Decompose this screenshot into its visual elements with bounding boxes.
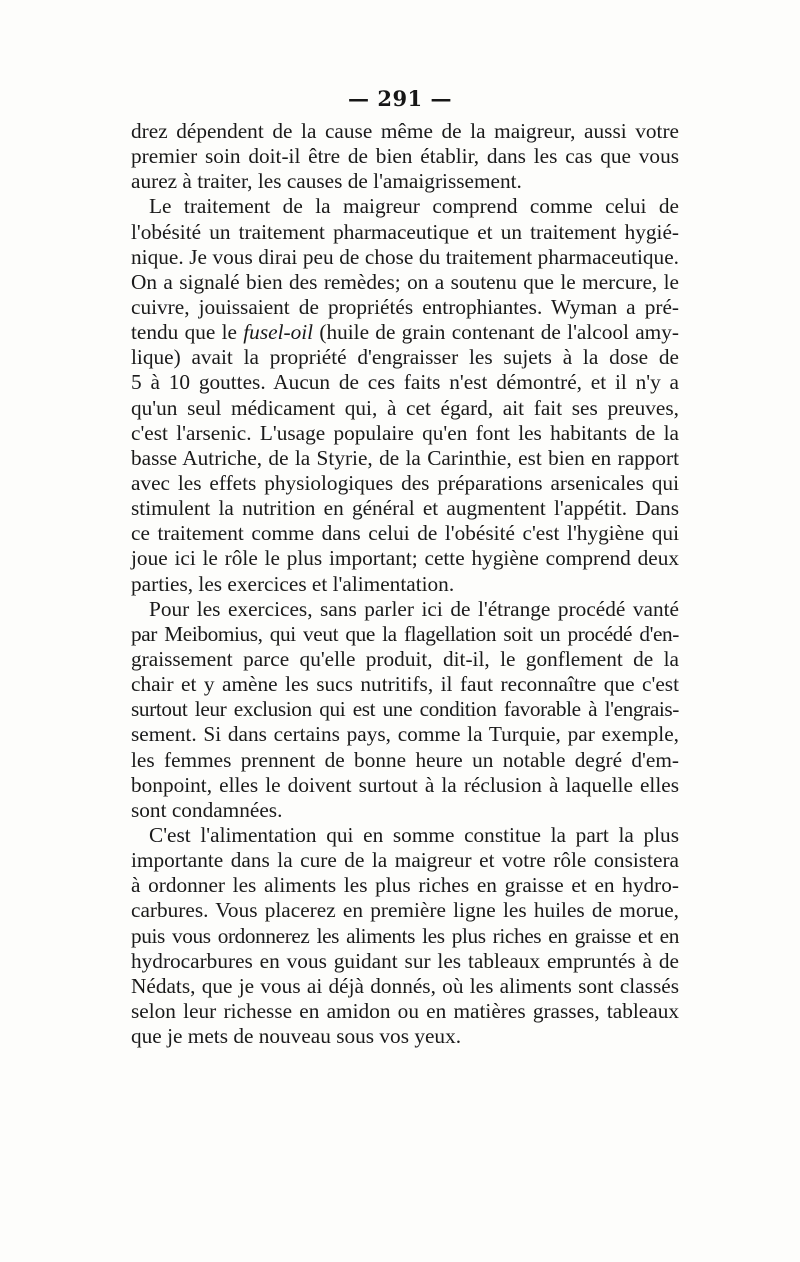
text-line: drez dépendent de la cause même de la maigreur, aussi votre <box>131 119 679 143</box>
text-line: par Meibomius, qui veut que la flagellation soit un procédé d'en- <box>131 621 679 646</box>
text-line: ce traitement comme dans celui de l'obésité c'est l'hygiène qui <box>131 521 679 546</box>
text-line: sont condamnées. <box>131 797 283 822</box>
text-line: On a signalé bien des remèdes; on a soutenu que le mercure, le <box>131 269 679 294</box>
text-line: graissement parce qu'elle produit, dit-il, le gonflement de la <box>131 646 679 671</box>
text-line: carbures. Vous placerez en première ligne les huiles de morue, <box>131 898 679 923</box>
text-line: stimulent la nutrition en général et augmentent l'appétit. Dans <box>131 496 679 521</box>
text-line: importante dans la cure de la maigreur et votre rôle consistera <box>131 848 679 873</box>
text-line: joue ici le rôle le plus important; cette hygiène comprend deux <box>131 546 679 571</box>
body-text <box>131 119 679 1049</box>
text-line: puis vous ordonnerez les aliments les plus riches en graisse et en <box>131 923 679 948</box>
text-line: tendu que le fusel-oil (huile de grain contenant de l'alcool amy- <box>131 320 679 345</box>
text-line: sement. Si dans certains pays, comme la Turquie, par exemple, <box>131 722 679 747</box>
text-line: c'est l'arsenic. L'usage populaire qu'en font les habitants de la <box>131 420 679 445</box>
text-line: qu'un seul médicament qui, à cet égard, ait fait ses preuves, <box>131 395 679 420</box>
text-line: premier soin doit-il être de bien établir, dans les cas que vous <box>131 144 679 169</box>
text-line: nique. Je vous dirai peu de chose du traitement pharmaceutique. <box>131 244 679 269</box>
text-line: Pour les exercices, sans parler ici de l'étrange procédé vanté <box>149 596 679 621</box>
text-line: hydrocarbures en vous guidant sur les tableaux empruntés à de <box>131 948 679 973</box>
text-line: l'obésité un traitement pharmaceutique et un traitement hygié- <box>131 219 679 244</box>
text-line: Le traitement de la maigreur comprend comme celui de <box>149 194 679 219</box>
text-line: Nédats, que je vous ai déjà donnés, où les aliments sont classés <box>131 973 679 998</box>
text-line: lique) avait la propriété d'engraisser les sujets à la dose de <box>131 345 679 370</box>
text-line: que je mets de nouveau sous vos yeux. <box>131 1024 462 1049</box>
text-line: aurez à traiter, les causes de l'amaigrissement. <box>131 169 522 194</box>
text-line: bonpoint, elles le doivent surtout à la réclusion à laquelle elles <box>131 772 679 797</box>
page-number: — 291 — <box>348 86 452 111</box>
text-line: surtout leur exclusion qui est une condition favorable à l'engrais- <box>131 697 679 722</box>
text-line: avec les effets physiologiques des préparations arsenicales qui <box>131 470 679 495</box>
text-line: 5 à 10 gouttes. Aucun de ces faits n'est démontré, et il n'y a <box>131 370 679 395</box>
text-line: selon leur richesse en amidon ou en matières grasses, tableaux <box>131 998 679 1023</box>
text-line: cuivre, jouissaient de propriétés entrophiantes. Wyman a pré- <box>131 294 679 319</box>
text-line: chair et y amène les sucs nutritifs, il faut reconnaître que c'est <box>131 672 679 697</box>
text-line: C'est l'alimentation qui en somme constitue la part la plus <box>149 822 679 847</box>
text-line: à ordonner les aliments les plus riches en graisse et en hydro- <box>131 873 679 898</box>
italic-term: fusel-oil <box>243 320 314 345</box>
text-line: parties, les exercices et l'alimentation. <box>131 571 455 596</box>
text-line: basse Autriche, de la Styrie, de la Carinthie, est bien en rapport <box>131 445 679 470</box>
text-line: les femmes prennent de bonne heure un notable degré d'em- <box>131 747 679 772</box>
